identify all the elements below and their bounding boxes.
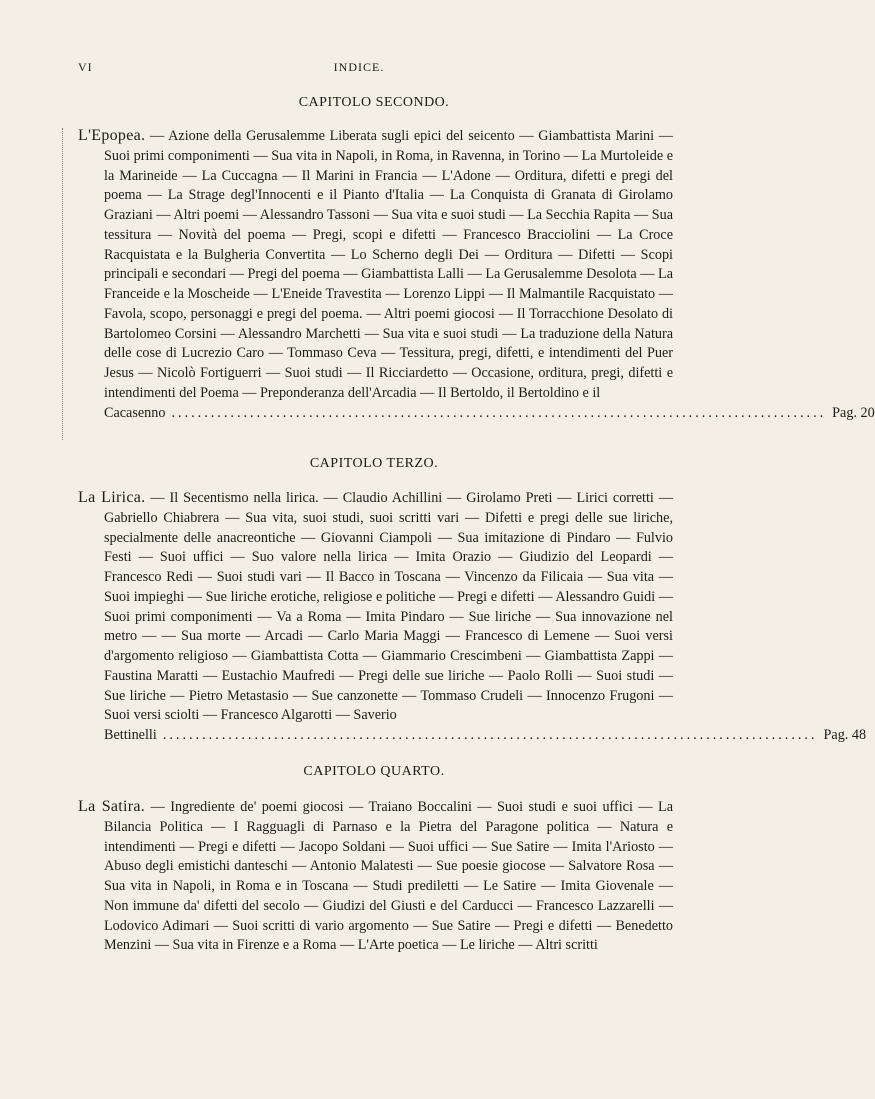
section-lead: L'Epopea. — [78, 127, 146, 144]
page-number: VI — [78, 60, 93, 74]
section-final-words: Bettinelli — [104, 727, 157, 743]
chapter-entry — [78, 126, 875, 423]
chapter-heading: CAPITOLO TERZO. — [309, 456, 439, 471]
section-final-words: Cacasenno — [104, 404, 166, 421]
page-reference: Pag. 20 — [832, 404, 875, 421]
chapter-entry — [78, 488, 867, 746]
chapter-heading: CAPITOLO SECONDO. — [298, 95, 450, 110]
running-title: INDICE. — [333, 60, 385, 74]
margin-rule — [62, 128, 64, 440]
section-lead: La Lirica. — [78, 489, 146, 506]
dot-leader: .................................................................................................... — [162, 727, 818, 743]
page-reference: Pag. 48 — [823, 727, 867, 743]
section-summary: — Ingrediente de' poemi giocosi — Traiano Boccalini — Suoi studi e suoi uffici — La Bilancia Politica — I Ragguagli di Parnaso e la Pietra del Paragone politica — Natura e intendimenti — Pregi e difetti — Jacopo Soldani — Suoi uffici — Sue Satire — Imita l'Ariosto — Abuso degli emistichi danteschi — Antonio Malatesti — Sue poesie giocose — Salvatore Rosa — Sua vita in Napoli, in Roma e in Toscana — Studi prediletti — Le Satire — Imita Giovenale — Non immune da' difetti del secolo — Giudizi del Giusti e del Carducci — Francesco Lazzarelli — Lodovico Adimari — Suoi scritti di vario argomento — Sue Satire — Pregi e difetti — Benedetto Menzini — Sua vita in Firenze e a Roma — L'Arte poetica — Le liriche — Altri scritti — [104, 799, 673, 954]
page-reference-line — [104, 404, 875, 424]
dot-leader: .................................................................................................... — [171, 404, 827, 421]
page-reference-line — [104, 726, 867, 746]
chapter-heading: CAPITOLO QUARTO. — [303, 764, 445, 779]
section-lead: La Satira. — [78, 798, 146, 815]
section-summary: — Il Secentismo nella lirica. — Claudio Achillini — Girolamo Preti — Lirici corretti — Gabriello Chiabrera — Sua vita, suoi studi, suoi scritti vari — Difetti e pregi delle sue liriche, specialmente delle anacreontiche — Giovanni Ciampoli — Sua imitazione di Pindaro — Fulvio Festi — Suoi uffici — Suo valore nella lirica — Imita Orazio — Giudizio del Leopardi — Francesco Redi — Suoi studi vari — Il Bacco in Toscana — Vincenzo da Filicaia — Sua vita — Suoi impieghi — Sue liriche erotiche, religiose e politiche — Pregi e difetti — Alessandro Guidi — Suoi primi componimenti — Va a Roma — Imita Pindaro — Sue liriche — Sua innovazione nel metro — — Sua morte — Arcadi — Carlo Maria Maggi — Francesco di Lemene — Suoi versi d'argomento religioso — Giambattista Cotta — Giammario Crescimbeni — Giambattista Zappi — Faustina Maratti — Eustachio Maufredi — Pregi delle sue liriche — Paolo Rolli — Suoi studi — Sue liriche — Pietro Metastasio — Sue canzonette — Tommaso Crudeli — Innocenzo Frugoni — Suoi versi sciolti — Francesco Algarotti — Saverio — [104, 490, 673, 724]
section-summary: — Azione della Gerusalemme Liberata sugli epici del seicento — Giambattista Marini — Suoi primi componimenti — Sua vita in Napoli, in Roma, in Ravenna, in Torino — La Murtoleide e la Marineide — La Cuccagna — Il Marini in Francia — L'Adone — Orditura, difetti e pregi del poema — La Strage degl'Innocenti e il Pianto d'Italia — La Conquista di Granata di Girolamo Graziani — Altri poemi — Alessandro Tassoni — Sua vita e suoi studi — La Secchia Rapita — Sua tessitura — Novità del poema — Pregi, scopi e difetti — Francesco Bracciolini — La Croce Racquistata e la Bulgheria Convertita — Lo Scherno degli Dei — Orditura — Difetti — Scopi principali e secondari — Pregi del poema — Giambattista Lalli — La Gerusalemme Desolota — La Franceide e la Moscheide — L'Eneide Travestita — Lorenzo Lippi — Il Malmantile Racquistato — Favola, scopo, personaggi e pregi del poema. — Altri poemi giocosi — Il Torracchione Desolato di Bartolomeo Corsini — Alessandro Marchetti — Sua vita e suoi studi — La traduzione della Natura delle cose di Lucrezio Caro — Tommaso Ceva — Tessitura, pregi, difetti, e intendimenti del Puer Jesus — Nicolò Fortiguerri — Suoi studi — Il Ricciardetto — Occasione, orditura, pregi, difetti e intendimenti del Poema — Preponderanza dell'Arcadia — Il Bertoldo, il Bertoldino e il — [104, 128, 673, 401]
chapter-entry — [78, 797, 673, 956]
